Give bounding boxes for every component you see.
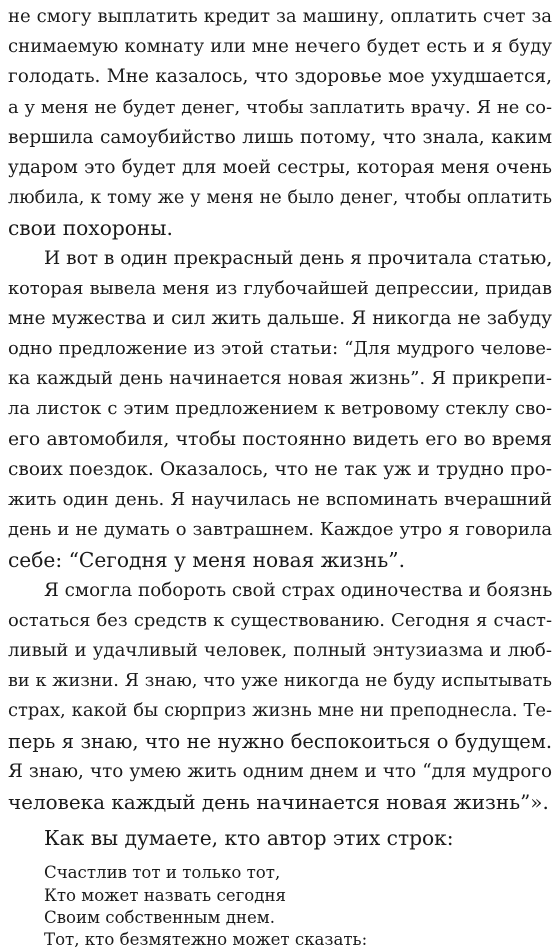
- text-line: мне мужества и сил жить дальше. Я никогда не забуду: [8, 307, 552, 329]
- text-line: ка каждый день начинается новая жизнь”. Я прикрепи-: [8, 368, 552, 390]
- text-line: Я знаю, что умею жить одним днем и что “для мудрого: [8, 760, 552, 782]
- text-line: любила, к тому же у меня не было денег, чтобы оплатить: [8, 188, 552, 209]
- paragraph: [8, 2, 552, 244]
- text-line: жить один день. Я научилась не вспоминать вчерашний: [8, 489, 552, 510]
- text-line: остаться без средств к существованию. Сегодня я счаст-: [8, 609, 552, 631]
- text-line: вершила самоубийство лишь потому, что знала, каким: [8, 126, 552, 148]
- text-line: ливый и удачливый человек, полный энтузиазма и люб-: [8, 639, 552, 661]
- question-line: Как вы думаете, кто автор этих строк:: [44, 826, 454, 851]
- book-page: [8, 2, 552, 951]
- text-line: день и не думать о завтрашнем. Каждое утро я говорила: [8, 519, 552, 541]
- text-line: его автомобиля, чтобы постоянно видеть его во время: [8, 428, 552, 450]
- text-line: Я смогла побороть свой страх одиночества и боязнь: [44, 579, 553, 601]
- text-line: свои похороны.: [8, 216, 173, 241]
- poem-line: Счастлив тот и только тот,: [44, 863, 281, 883]
- text-line: ударом это будет для моей сестры, которая меня очень: [8, 156, 552, 178]
- text-line: снимаемую комнату или мне нечего будет есть и я буду: [8, 36, 552, 58]
- text-line: перь я знаю, что не нужно беспокоиться о будущем.: [8, 729, 552, 753]
- poem-line: Кто может назвать сегодня: [44, 885, 286, 905]
- text-line: а у меня не будет денег, чтобы заплатить врачу. Я не со-: [8, 96, 552, 118]
- text-line: страх, какой бы сюрприз жизнь мне ни преподнесла. Те-: [8, 700, 552, 722]
- text-line: И вот в один прекрасный день я прочитала статью,: [44, 247, 553, 269]
- poem-line: Своим собственным днем.: [44, 907, 275, 927]
- poem-quote: [8, 862, 552, 951]
- text-line: своих поездок. Оказалось, что не так уж и трудно про-: [8, 458, 552, 480]
- text-line: ла листок с этим предложением к ветровому стеклу сво-: [8, 398, 552, 420]
- text-line: себе: “Сегодня у меня новая жизнь”.: [8, 548, 405, 573]
- body-text: [8, 2, 552, 817]
- text-line: человека каждый день начинается новая жизнь”».: [8, 789, 549, 814]
- text-line: одно предложение из этой статьи: “Для мудрого челове-: [8, 338, 552, 360]
- text-line: которая вывела меня из глубочайшей депрессии, придав: [8, 278, 552, 299]
- paragraph: [8, 576, 552, 818]
- paragraph: [8, 244, 552, 576]
- text-line: не смогу выплатить кредит за машину, оплатить счет за: [8, 6, 552, 27]
- text-line: голодать. Мне казалось, что здоровье мое ухудшается,: [8, 66, 552, 88]
- poem-line: Тот, кто безмятежно может сказать:: [44, 930, 368, 950]
- text-line: ви к жизни. Я знаю, что уже никогда не буду испытывать: [8, 671, 552, 692]
